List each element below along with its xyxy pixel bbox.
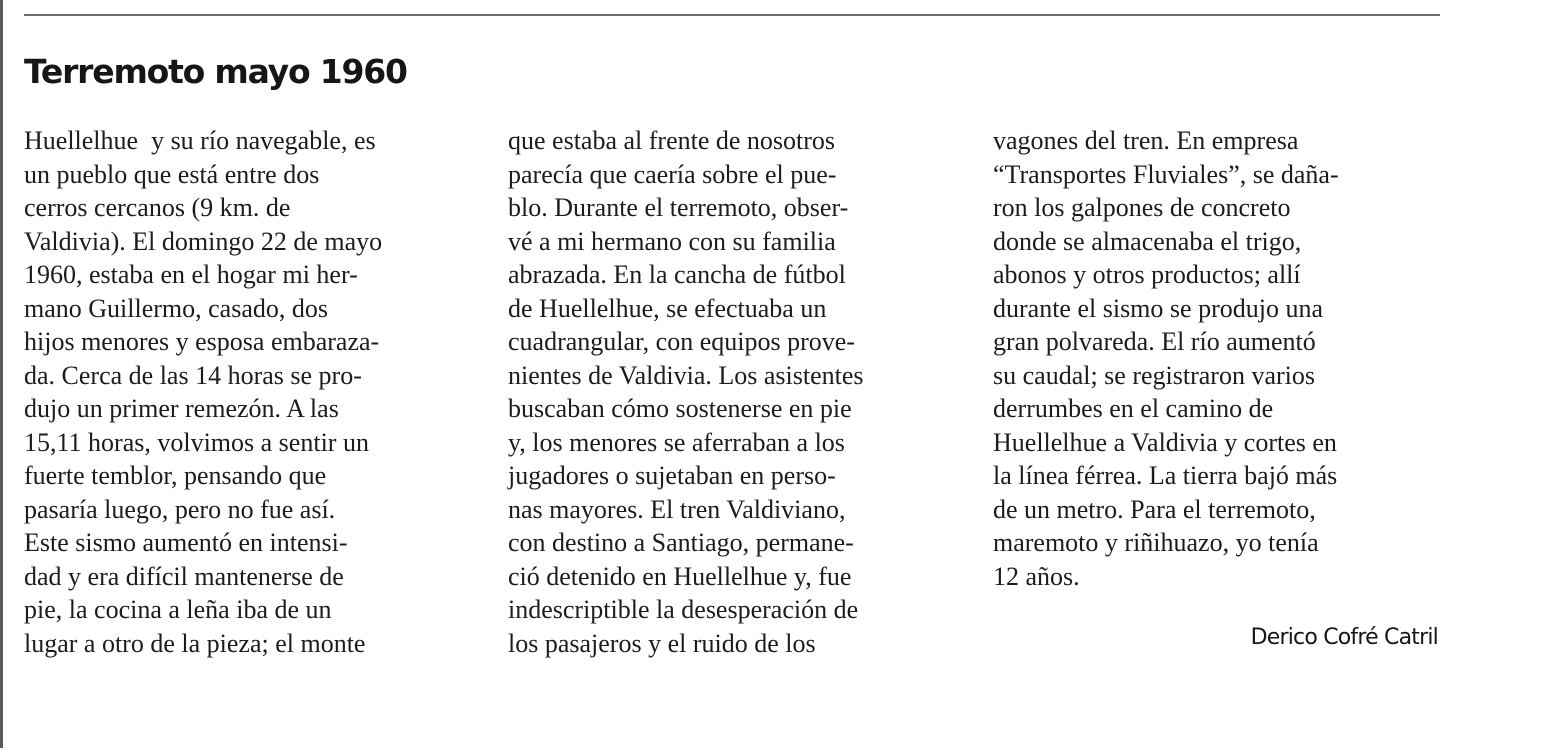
text-line: maremoto y riñihuazo, yo tenía: [993, 528, 1319, 557]
text-line: 15,11 horas, volvimos a sentir un: [24, 427, 369, 457]
text-line: cerros cercanos (9 km. de: [24, 193, 291, 222]
text-line: la línea férrea. La tierra bajó más: [993, 461, 1338, 490]
text-line: pasaría luego, pero no fue así.: [24, 494, 336, 524]
text-line: pie, la cocina a leña iba de un: [24, 595, 332, 624]
text-line: 12 años.: [993, 561, 1080, 591]
text-line: mano Guillermo, casado, dos: [24, 293, 328, 323]
page-left-border: [0, 0, 3, 748]
text-line: hijos menores y esposa embaraza-: [24, 327, 380, 356]
text-line: Este sismo aumentó en intensi-: [24, 528, 348, 557]
text-line: fuerte temblor, pensando que: [24, 461, 327, 490]
text-line: Huellelhue y su río navegable, es: [24, 126, 376, 155]
text-line: los pasajeros y el ruido de los: [508, 628, 816, 658]
text-line: vagones del tren. En empresa: [993, 126, 1299, 155]
text-line: lugar a otro de la pieza; el monte: [24, 628, 366, 658]
text-line: durante el sismo se produjo una: [993, 293, 1323, 323]
article-author: Derico Cofré Catril: [1250, 625, 1438, 650]
text-line: abonos y otros productos; allí: [993, 260, 1301, 289]
text-line: cuadrangular, con equipos prove-: [508, 327, 855, 356]
text-line: gran polvareda. El río aumentó: [993, 327, 1316, 356]
text-line: da. Cerca de las 14 horas se pro-: [24, 360, 362, 390]
text-line: buscaban cómo sostenerse en pie: [508, 394, 852, 423]
text-line: derrumbes en el camino de: [993, 394, 1274, 423]
text-line: blo. Durante el terremoto, obser-: [508, 193, 849, 222]
text-line: Huellelhue a Valdivia y cortes en: [993, 427, 1337, 457]
text-line: 1960, estaba en el hogar mi her-: [24, 260, 358, 289]
text-line: de un metro. Para el terremoto,: [993, 494, 1316, 524]
text-line: vé a mi hermano con su familia: [508, 226, 836, 256]
text-line: y, los menores se aferraban a los: [508, 427, 845, 457]
text-line: un pueblo que está entre dos: [24, 159, 320, 189]
text-line: “Transportes Fluviales”, se daña-: [993, 159, 1339, 189]
text-line: dad y era difícil mantenerse de: [24, 561, 344, 591]
text-line: de Huellelhue, se efectuaba un: [508, 293, 827, 323]
text-line: indescriptible la desesperación de: [508, 595, 859, 624]
text-line: ció detenido en Huellelhue y, fue: [508, 561, 852, 591]
article-column-2: [508, 124, 864, 660]
article-column-1: [24, 124, 382, 660]
text-line: Valdivia). El domingo 22 de mayo: [24, 226, 383, 256]
text-line: su caudal; se registraron varios: [993, 360, 1316, 390]
text-line: con destino a Santiago, permane-: [508, 528, 854, 557]
text-line: dujo un primer remezón. A las: [24, 394, 339, 423]
article-column-3: [993, 124, 1339, 593]
text-line: abrazada. En la cancha de fútbol: [508, 260, 846, 289]
article-title: Terremoto mayo 1960: [24, 52, 407, 91]
text-line: ron los galpones de concreto: [993, 193, 1291, 222]
text-line: nientes de Valdivia. Los asistentes: [508, 360, 864, 390]
text-line: donde se almacenaba el trigo,: [993, 226, 1302, 256]
text-line: jugadores o sujetaban en perso-: [508, 461, 836, 490]
text-line: nas mayores. El tren Valdiviano,: [508, 494, 846, 524]
text-line: que estaba al frente de nosotros: [508, 126, 836, 155]
text-line: parecía que caería sobre el pue-: [508, 159, 837, 189]
top-divider: [24, 14, 1440, 16]
